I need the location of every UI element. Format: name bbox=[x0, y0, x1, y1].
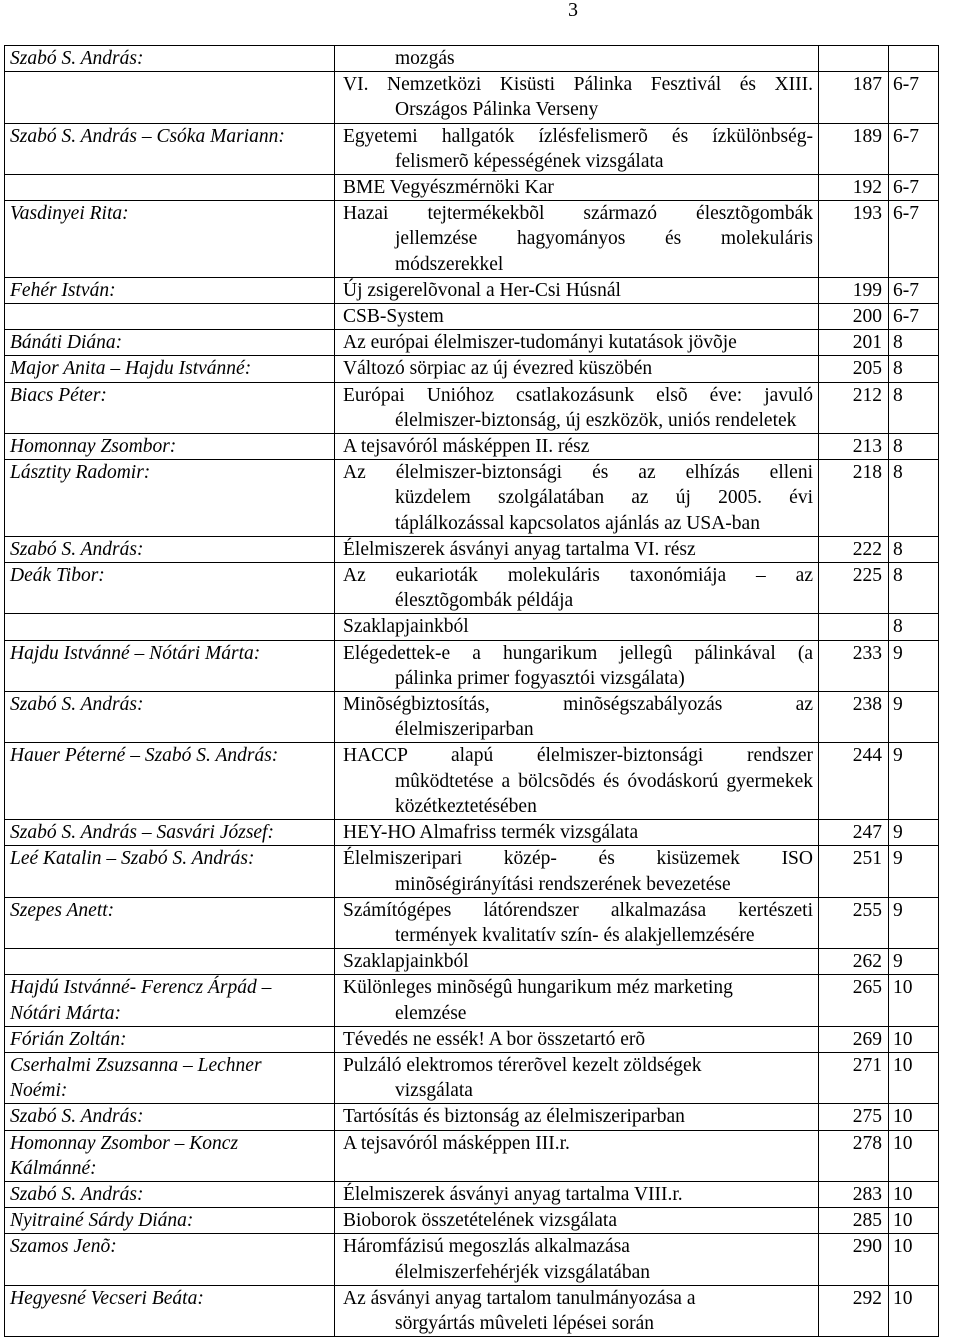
page-cell: 275 bbox=[819, 1104, 889, 1130]
title-cell bbox=[335, 72, 819, 123]
table-row bbox=[5, 382, 939, 433]
article-title-continued: élelmiszeriparban bbox=[395, 719, 534, 741]
author-cell: Lásztity Radomir: bbox=[5, 460, 335, 537]
issue-cell: 6-7 bbox=[889, 175, 939, 201]
page-cell: 233 bbox=[819, 640, 889, 691]
title-cell bbox=[335, 897, 819, 948]
contents-body bbox=[5, 46, 939, 1337]
issue-cell: 8 bbox=[889, 356, 939, 382]
article-title-continued: mozgás bbox=[395, 48, 455, 69]
issue-cell: 8 bbox=[889, 434, 939, 460]
article-title-continued: élesztõgombák példája bbox=[395, 590, 574, 612]
article-title: Különleges minõségû hungarikum méz marketing bbox=[343, 977, 733, 999]
author-cell: Szabó S. András: bbox=[5, 1104, 335, 1130]
title-cell bbox=[335, 1285, 819, 1336]
title-cell bbox=[335, 820, 819, 846]
table-row bbox=[5, 304, 939, 330]
issue-cell: 9 bbox=[889, 949, 939, 975]
title-cell bbox=[335, 304, 819, 330]
table-row bbox=[5, 201, 939, 278]
author-cell: Szepes Anett: bbox=[5, 897, 335, 948]
author-cell bbox=[5, 304, 335, 330]
author-cell: Hajdú Istvánné- Ferencz Árpád – Nótári Márta: bbox=[5, 975, 335, 1026]
title-cell bbox=[335, 201, 819, 278]
title-cell bbox=[335, 123, 819, 174]
table-row bbox=[5, 460, 939, 537]
article-title-continued: sörgyártás mûveleti lépései során bbox=[395, 1312, 655, 1334]
article-title: Egyetemi hallgatók ízlésfelismerõ és ízkülönbség- bbox=[343, 125, 813, 147]
article-title-continued: termények kvalitatív szín- és alakjellemzésére bbox=[395, 924, 755, 946]
article-title: Hazai tejtermékekbõl származó élesztõgombák bbox=[343, 203, 813, 225]
issue-cell: 8 bbox=[889, 460, 939, 537]
author-cell: Fórián Zoltán: bbox=[5, 1026, 335, 1052]
author-cell: Hajdu Istvánné – Nótári Márta: bbox=[5, 640, 335, 691]
table-row bbox=[5, 356, 939, 382]
article-title: Az európai élelmiszer-tudományi kutatások jövõje bbox=[343, 332, 737, 354]
title-cell bbox=[335, 356, 819, 382]
table-row bbox=[5, 743, 939, 820]
page-cell: 213 bbox=[819, 434, 889, 460]
table-row bbox=[5, 1052, 939, 1103]
author-cell: Szabó S. András: bbox=[5, 46, 335, 72]
title-cell bbox=[335, 434, 819, 460]
issue-cell: 6-7 bbox=[889, 123, 939, 174]
article-title: Az élelmiszer-biztonsági és az elhízás elleni bbox=[343, 462, 813, 484]
page-cell: 255 bbox=[819, 897, 889, 948]
article-title: Tévedés ne essék! A bor összetartó erõ bbox=[343, 1028, 646, 1050]
article-title: Az eukarioták molekuláris taxonómiája – az bbox=[343, 565, 813, 587]
table-row bbox=[5, 692, 939, 743]
article-title: Tartósítás és biztonság az élelmiszeriparban bbox=[343, 1106, 685, 1128]
table-row bbox=[5, 1181, 939, 1207]
page-number: 3 bbox=[568, 0, 578, 21]
author-cell: Szamos Jenõ: bbox=[5, 1234, 335, 1285]
title-cell bbox=[335, 692, 819, 743]
title-cell bbox=[335, 975, 819, 1026]
title-cell bbox=[335, 1181, 819, 1207]
issue-cell: 10 bbox=[889, 1181, 939, 1207]
page-cell: 278 bbox=[819, 1130, 889, 1181]
table-row bbox=[5, 563, 939, 614]
issue-cell: 10 bbox=[889, 1285, 939, 1336]
article-title-continued: jellemzése hagyományos és molekuláris módszerekkel bbox=[395, 228, 813, 275]
author-cell bbox=[5, 949, 335, 975]
article-title-continued: minõségirányítási rendszerének bevezetése bbox=[395, 873, 731, 895]
issue-cell: 10 bbox=[889, 1026, 939, 1052]
issue-cell: 8 bbox=[889, 614, 939, 640]
author-cell: Hegyesné Vecseri Beáta: bbox=[5, 1285, 335, 1336]
article-title: Változó sörpiac az új évezred küszöbén bbox=[343, 358, 653, 380]
article-title-continued: élelmiszerfehérjék vizsgálatában bbox=[395, 1261, 650, 1283]
issue-cell: 8 bbox=[889, 563, 939, 614]
table-row bbox=[5, 897, 939, 948]
issue-cell: 8 bbox=[889, 330, 939, 356]
author-cell: Szabó S. András – Sasvári József: bbox=[5, 820, 335, 846]
title-cell bbox=[335, 949, 819, 975]
author-cell bbox=[5, 614, 335, 640]
article-title: A tejsavóról másképpen II. rész bbox=[343, 436, 590, 458]
table-row bbox=[5, 1285, 939, 1336]
author-cell: Leé Katalin – Szabó S. András: bbox=[5, 846, 335, 897]
title-cell bbox=[335, 175, 819, 201]
page-cell: 292 bbox=[819, 1285, 889, 1336]
issue-cell: 10 bbox=[889, 975, 939, 1026]
table-row bbox=[5, 536, 939, 562]
page-cell bbox=[819, 614, 889, 640]
page-cell: 265 bbox=[819, 975, 889, 1026]
page-cell: 283 bbox=[819, 1181, 889, 1207]
issue-cell: 9 bbox=[889, 846, 939, 897]
author-cell: Szabó S. András: bbox=[5, 692, 335, 743]
page-cell: 244 bbox=[819, 743, 889, 820]
article-title-continued: felismerõ képességének vizsgálata bbox=[395, 150, 664, 172]
page-cell: 199 bbox=[819, 277, 889, 303]
issue-cell: 10 bbox=[889, 1052, 939, 1103]
article-title: A tejsavóról másképpen III.r. bbox=[343, 1132, 570, 1154]
page-cell: 247 bbox=[819, 820, 889, 846]
table-row bbox=[5, 72, 939, 123]
title-cell bbox=[335, 1052, 819, 1103]
author-cell: Szabó S. András: bbox=[5, 536, 335, 562]
issue-cell: 9 bbox=[889, 692, 939, 743]
table-row bbox=[5, 434, 939, 460]
article-title: Európai Unióhoz csatlakozásunk elsõ éve: javuló bbox=[343, 384, 813, 406]
table-row bbox=[5, 1130, 939, 1181]
article-title: Háromfázisú megoszlás alkalmazása bbox=[343, 1236, 630, 1258]
page-cell: 205 bbox=[819, 356, 889, 382]
page-cell: 212 bbox=[819, 382, 889, 433]
title-cell bbox=[335, 277, 819, 303]
title-cell bbox=[335, 846, 819, 897]
table-row bbox=[5, 46, 939, 72]
issue-cell: 10 bbox=[889, 1130, 939, 1181]
issue-cell: 10 bbox=[889, 1234, 939, 1285]
page-cell: 225 bbox=[819, 563, 889, 614]
table-row bbox=[5, 175, 939, 201]
title-cell bbox=[335, 563, 819, 614]
article-title: HEY-HO Almafriss termék vizsgálata bbox=[343, 822, 639, 844]
issue-cell: 9 bbox=[889, 897, 939, 948]
article-title: HACCP alapú élelmiszer-biztonsági rendszer bbox=[343, 745, 813, 767]
page-cell: 290 bbox=[819, 1234, 889, 1285]
issue-cell: 9 bbox=[889, 743, 939, 820]
author-cell: Biacs Péter: bbox=[5, 382, 335, 433]
article-title: Minõségbiztosítás, minõségszabályozás az bbox=[343, 694, 813, 716]
table-row bbox=[5, 614, 939, 640]
title-cell bbox=[335, 460, 819, 537]
issue-cell: 9 bbox=[889, 640, 939, 691]
table-row bbox=[5, 1234, 939, 1285]
table-row bbox=[5, 330, 939, 356]
table-row bbox=[5, 1208, 939, 1234]
issue-cell: 6-7 bbox=[889, 201, 939, 278]
issue-cell: 10 bbox=[889, 1104, 939, 1130]
page-cell: 271 bbox=[819, 1052, 889, 1103]
contents-table bbox=[4, 45, 939, 1337]
page-cell: 251 bbox=[819, 846, 889, 897]
title-cell bbox=[335, 1104, 819, 1130]
article-title: Új zsigerelõvonal a Her-Csi Húsnál bbox=[343, 279, 621, 301]
article-title: Elégedettek-e a hungarikum jellegû pálinkával (a bbox=[343, 642, 813, 664]
issue-cell bbox=[889, 46, 939, 72]
issue-cell: 6-7 bbox=[889, 72, 939, 123]
title-cell bbox=[335, 1130, 819, 1181]
title-cell bbox=[335, 743, 819, 820]
page-cell: 189 bbox=[819, 123, 889, 174]
table-row bbox=[5, 846, 939, 897]
issue-cell: 10 bbox=[889, 1208, 939, 1234]
author-cell: Deák Tibor: bbox=[5, 563, 335, 614]
author-cell: Nyitrainé Sárdy Diána: bbox=[5, 1208, 335, 1234]
title-cell bbox=[335, 536, 819, 562]
page-cell: 200 bbox=[819, 304, 889, 330]
article-title: Bioborok összetételének vizsgálata bbox=[343, 1210, 617, 1232]
table-row bbox=[5, 949, 939, 975]
page-cell: 269 bbox=[819, 1026, 889, 1052]
article-title-continued: elemzése bbox=[395, 1002, 467, 1024]
title-cell bbox=[335, 614, 819, 640]
article-title: Szaklapjainkból bbox=[343, 951, 469, 973]
title-cell bbox=[335, 1234, 819, 1285]
author-cell: Major Anita – Hajdu Istvánné: bbox=[5, 356, 335, 382]
author-cell: Szabó S. András – Csóka Mariann: bbox=[5, 123, 335, 174]
title-cell bbox=[335, 1026, 819, 1052]
author-cell: Fehér István: bbox=[5, 277, 335, 303]
author-cell: Bánáti Diána: bbox=[5, 330, 335, 356]
table-row bbox=[5, 277, 939, 303]
issue-cell: 8 bbox=[889, 382, 939, 433]
article-title: BME Vegyészmérnöki Kar bbox=[343, 177, 554, 199]
issue-cell: 9 bbox=[889, 820, 939, 846]
article-title: Pulzáló elektromos térerõvel kezelt zöldségek bbox=[343, 1054, 702, 1076]
title-cell bbox=[335, 46, 819, 72]
page-cell: 262 bbox=[819, 949, 889, 975]
issue-cell: 8 bbox=[889, 536, 939, 562]
page-cell: 201 bbox=[819, 330, 889, 356]
table-row bbox=[5, 975, 939, 1026]
article-title-continued: Országos Pálinka Verseny bbox=[395, 99, 599, 121]
page-cell: 285 bbox=[819, 1208, 889, 1234]
page-cell: 222 bbox=[819, 536, 889, 562]
author-cell: Cserhalmi Zsuzsanna – Lechner Noémi: bbox=[5, 1052, 335, 1103]
page-cell: 187 bbox=[819, 72, 889, 123]
issue-cell: 6-7 bbox=[889, 277, 939, 303]
page-cell: 192 bbox=[819, 175, 889, 201]
table-row bbox=[5, 820, 939, 846]
article-title-continued: pálinka primer fogyasztói vizsgálata) bbox=[395, 667, 685, 689]
author-cell: Homonnay Zsombor: bbox=[5, 434, 335, 460]
article-title: Az ásványi anyag tartalom tanulmányozása a bbox=[343, 1287, 696, 1309]
title-cell bbox=[335, 382, 819, 433]
author-cell: Homonnay Zsombor – Koncz Kálmánné: bbox=[5, 1130, 335, 1181]
page-cell: 193 bbox=[819, 201, 889, 278]
title-cell bbox=[335, 1208, 819, 1234]
table-row bbox=[5, 1026, 939, 1052]
author-cell: Szabó S. András: bbox=[5, 1181, 335, 1207]
title-cell bbox=[335, 330, 819, 356]
article-title: Szaklapjainkból bbox=[343, 616, 469, 638]
author-cell: Hauer Péterné – Szabó S. András: bbox=[5, 743, 335, 820]
article-title: Élelmiszerek ásványi anyag tartalma VIII.r. bbox=[343, 1183, 683, 1205]
article-title: Számítógépes látórendszer alkalmazása kertészeti bbox=[343, 899, 813, 921]
article-title-continued: küzdelem szolgálatában az új 2005. évi táplálkozással kapcsolatos ajánlás az USA-ban bbox=[395, 487, 813, 534]
table-row bbox=[5, 123, 939, 174]
author-cell bbox=[5, 175, 335, 201]
article-title-continued: vizsgálata bbox=[395, 1080, 473, 1102]
title-cell bbox=[335, 640, 819, 691]
table-row bbox=[5, 640, 939, 691]
article-title: Élelmiszeripari közép- és kisüzemek ISO bbox=[343, 848, 813, 870]
issue-cell: 6-7 bbox=[889, 304, 939, 330]
article-title-continued: mûködtetése a bölcsõdés és óvodáskorú gyermekek közétkeztetésében bbox=[395, 770, 813, 817]
table-row bbox=[5, 1104, 939, 1130]
author-cell bbox=[5, 72, 335, 123]
article-title: CSB-System bbox=[343, 306, 444, 328]
page-cell: 218 bbox=[819, 460, 889, 537]
article-title: Élelmiszerek ásványi anyag tartalma VI. rész bbox=[343, 538, 696, 560]
page-cell bbox=[819, 46, 889, 72]
article-title: VI. Nemzetközi Kisüsti Pálinka Fesztivál és XIII. bbox=[343, 74, 813, 96]
page-cell: 238 bbox=[819, 692, 889, 743]
article-title-continued: élelmiszer-biztonság, új eszközök, uniós rendeletek bbox=[395, 409, 797, 431]
author-cell: Vasdinyei Rita: bbox=[5, 201, 335, 278]
